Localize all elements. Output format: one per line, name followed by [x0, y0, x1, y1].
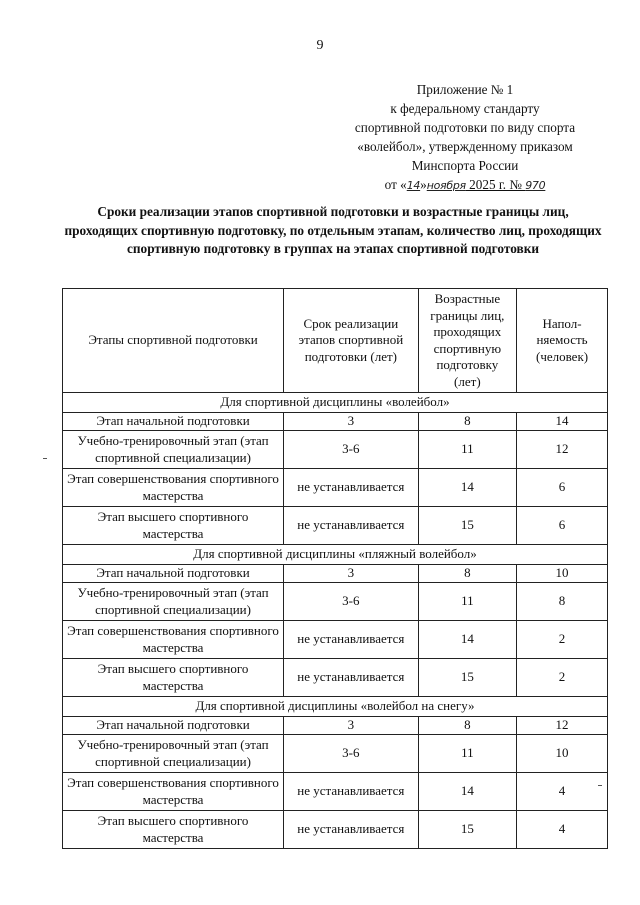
table-row [63, 659, 608, 697]
cell-stage: Этап совершенствования спортивного мастерства [63, 773, 284, 811]
cell-term: 3 [284, 413, 419, 431]
annex-date-line [330, 175, 600, 195]
cell-age: 14 [418, 621, 516, 659]
document-title: Сроки реализации этапов спортивной подготовки и возрастные границы лиц, проходящих спортивную подготовку, по отдельным этапам, количество лиц, проходящих спортивную подготовку в группах на этапах спортивной подготовки [64, 204, 602, 256]
table-row [63, 413, 608, 431]
cell-stage: Этап начальной подготовки [63, 717, 284, 735]
table-row [63, 773, 608, 811]
annex-line: спортивной подготовки по виду спорта [354, 120, 576, 135]
header-term: Срок реализации этапов спортивной подготовки (лет) [284, 289, 419, 393]
cell-stage: Этап начальной подготовки [63, 413, 284, 431]
annex-line: «волейбол», утвержденному приказом [357, 139, 573, 154]
annex-line: Минспорта России [411, 158, 519, 173]
cell-stage: Учебно-тренировочный этап (этап спортивной специализации) [63, 431, 284, 469]
cell-age: 15 [418, 811, 516, 849]
date-month: ноября [426, 179, 466, 192]
cell-term: не устанавливается [284, 773, 419, 811]
order-number: 970 [525, 179, 546, 192]
cell-term: не устанавливается [284, 811, 419, 849]
cell-age: 11 [418, 431, 516, 469]
group-row [63, 697, 608, 717]
header-fill: Напол-няемость (человек) [517, 289, 608, 393]
cell-stage: Этап высшего спортивного мастерства [63, 811, 284, 849]
table-row [63, 469, 608, 507]
group-row [63, 393, 608, 413]
table-row [63, 811, 608, 849]
table-row [63, 507, 608, 545]
cell-age: 11 [418, 583, 516, 621]
cell-fill: 6 [517, 507, 608, 545]
cell-stage: Этап совершенствования спортивного мастерства [63, 469, 284, 507]
annex-title: Приложение № 1 [416, 82, 514, 97]
cell-term: не устанавливается [284, 507, 419, 545]
header-age: Возрастные границы лиц, проходящих спортивную подготовку (лет) [418, 289, 516, 393]
table-row [63, 621, 608, 659]
cell-fill: 12 [517, 717, 608, 735]
date-day: 14 [406, 179, 421, 192]
cell-fill: 6 [517, 469, 608, 507]
cell-fill: 10 [517, 735, 608, 773]
cell-stage: Этап совершенствования спортивного мастерства [63, 621, 284, 659]
table-row [63, 717, 608, 735]
cell-fill: 4 [517, 773, 608, 811]
cell-term: не устанавливается [284, 621, 419, 659]
group-row [63, 545, 608, 565]
annex-line: к федеральному стандарту [390, 101, 540, 116]
cell-age: 8 [418, 717, 516, 735]
cell-stage: Учебно-тренировочный этап (этап спортивной специализации) [63, 735, 284, 773]
cell-term: не устанавливается [284, 659, 419, 697]
cell-fill: 8 [517, 583, 608, 621]
page-number: 9 [316, 38, 324, 53]
cell-term: не устанавливается [284, 469, 419, 507]
cell-age: 8 [418, 565, 516, 583]
group-title: Для спортивной дисциплины «волейбол на снегу» [63, 697, 608, 717]
cell-fill: 2 [517, 659, 608, 697]
cell-fill: 2 [517, 621, 608, 659]
table-row [63, 583, 608, 621]
cell-term: 3-6 [284, 431, 419, 469]
table-row [63, 431, 608, 469]
cell-term: 3-6 [284, 735, 419, 773]
cell-stage: Этап высшего спортивного мастерства [63, 659, 284, 697]
cell-stage: Этап высшего спортивного мастерства [63, 507, 284, 545]
date-prefix: от « [384, 177, 407, 192]
cell-age: 15 [418, 659, 516, 697]
scan-mark [598, 785, 602, 786]
cell-age: 11 [418, 735, 516, 773]
cell-fill: 14 [517, 413, 608, 431]
annex-block [330, 80, 600, 195]
scan-mark [43, 458, 47, 459]
stages-table [62, 288, 608, 849]
table-row [63, 565, 608, 583]
group-title: Для спортивной дисциплины «волейбол» [63, 393, 608, 413]
cell-age: 15 [418, 507, 516, 545]
cell-stage: Этап начальной подготовки [63, 565, 284, 583]
cell-fill: 10 [517, 565, 608, 583]
cell-fill: 4 [517, 811, 608, 849]
header-stage: Этапы спортивной подготовки [63, 289, 284, 393]
date-mid: » [420, 177, 427, 192]
cell-term: 3 [284, 565, 419, 583]
cell-term: 3 [284, 717, 419, 735]
date-year: 2025 г. № [465, 177, 526, 192]
cell-fill: 12 [517, 431, 608, 469]
cell-stage: Учебно-тренировочный этап (этап спортивной специализации) [63, 583, 284, 621]
group-title: Для спортивной дисциплины «пляжный волейбол» [63, 545, 608, 565]
table-row [63, 735, 608, 773]
cell-age: 14 [418, 773, 516, 811]
cell-term: 3-6 [284, 583, 419, 621]
cell-age: 8 [418, 413, 516, 431]
cell-age: 14 [418, 469, 516, 507]
table-header-row [63, 289, 608, 393]
